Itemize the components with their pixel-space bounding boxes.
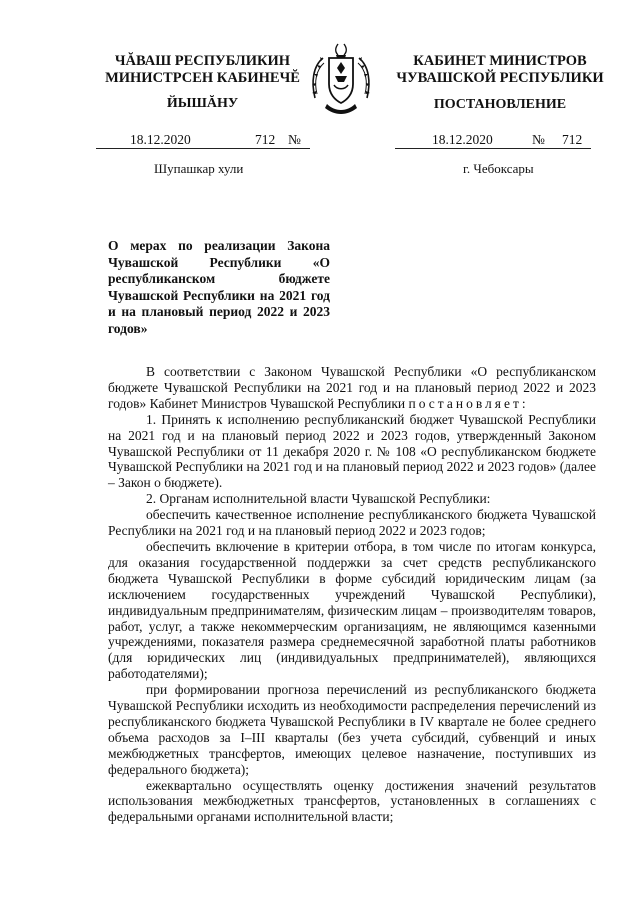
- right-date: 18.12.2020: [432, 132, 493, 147]
- preamble-resolves: постановляет:: [408, 395, 529, 411]
- left-number: 712: [255, 132, 276, 147]
- paragraph-item-2: 2. Органам исполнительной власти Чувашской Республики:: [146, 491, 491, 507]
- header-right: [385, 53, 615, 87]
- doctype-right: ПОСТАНОВЛЕНИЕ: [433, 97, 567, 112]
- paragraph-subitem-2: обеспечить включение в критерии отбора, в том числе по итогам конкурса, для оказания государственной поддержки за счет средств республиканского бюджета Чувашской Республики в форме субсидий юридическим лицам (за исключением государственных учреждений Чувашской Республики), индивидуальным предпринимателям, физическим лицам – производителям товаров, работ, услуг, а также некоммерческим организациям, не являющимся казенными учреждениями, показателя размера среднемесячной заработной платы работников (для юридических лиц (индивидуальных предпринимателей), являющихся работодателями);: [108, 538, 596, 682]
- right-number-sign: №: [532, 132, 545, 147]
- header-left-line1: ЧĂВАШ РЕСПУБЛИКИН: [114, 53, 291, 69]
- paragraph-subitem-1: обеспечить качественное исполнение республиканского бюджета Чувашской Республики на 2021 год и на плановый период 2022 и 2023 годов;: [108, 507, 596, 539]
- preamble-text: В соответствии с Законом Чувашской Республики «О республиканском бюджете Чувашской Республики на 2021 год и на плановый период 2022 и 2023 годов» Кабинет Министров Чувашской Республики: [108, 364, 596, 411]
- right-number: 712: [562, 132, 583, 147]
- right-number-line: [395, 132, 591, 149]
- left-number-line: [96, 132, 310, 149]
- header-left-line2: МИНИСТРСЕН КАБИНЕЧĔ: [105, 70, 300, 86]
- place-right: г. Чебоксары: [463, 161, 534, 176]
- header-left: [95, 53, 310, 87]
- document-title: О мерах по реализации Закона Чувашской Республики «О республиканском бюджете Чувашской Республики на 2021 год и на плановый период 2022 и 2023 годов»: [108, 238, 330, 336]
- document-body: [108, 364, 596, 825]
- place-left: Шупашкар хули: [154, 161, 244, 176]
- coat-of-arms-emblem: [305, 38, 377, 120]
- paragraph-item-1: 1. Принять к исполнению республиканский бюджет Чувашской Республики на 2021 год и на плановый период 2022 и 2023 годов, утвержденный Законом Чувашской Республики от 11 декабря 2020 г. № 108 «О республиканском бюджете Чувашской Республики на 2021 год и на плановый период 2022 и 2023 годов» (далее – Закон о бюджете).: [108, 411, 596, 491]
- left-number-sign: №: [288, 132, 301, 147]
- left-number-underline: [96, 148, 310, 149]
- paragraph-subitem-4: ежеквартально осуществлять оценку достижения значений результатов использования межбюджетных трансфертов, установленных в соглашениях с федеральными органами исполнительной власти;: [108, 777, 596, 825]
- paragraph-preamble: [108, 364, 596, 412]
- paragraph-subitem-3: при формировании прогноза перечислений из республиканского бюджета Чувашской Республики исходить из необходимости распределения перечислений из республиканского бюджета Чувашской Республики в IV квартале не более среднего объема расходов за I–III кварталы (без учета субсидий, субвенций и иных межбюджетных трансфертов, имеющих целевое назначение, поступивших из федерального бюджета);: [108, 682, 596, 777]
- header-right-line1: КАБИНЕТ МИНИСТРОВ: [413, 53, 587, 69]
- left-date: 18.12.2020: [130, 132, 191, 147]
- right-number-underline: [395, 148, 591, 149]
- doctype-left: ЙЫШĂНУ: [166, 96, 239, 111]
- header-right-line2: ЧУВАШСКОЙ РЕСПУБЛИКИ: [396, 70, 604, 86]
